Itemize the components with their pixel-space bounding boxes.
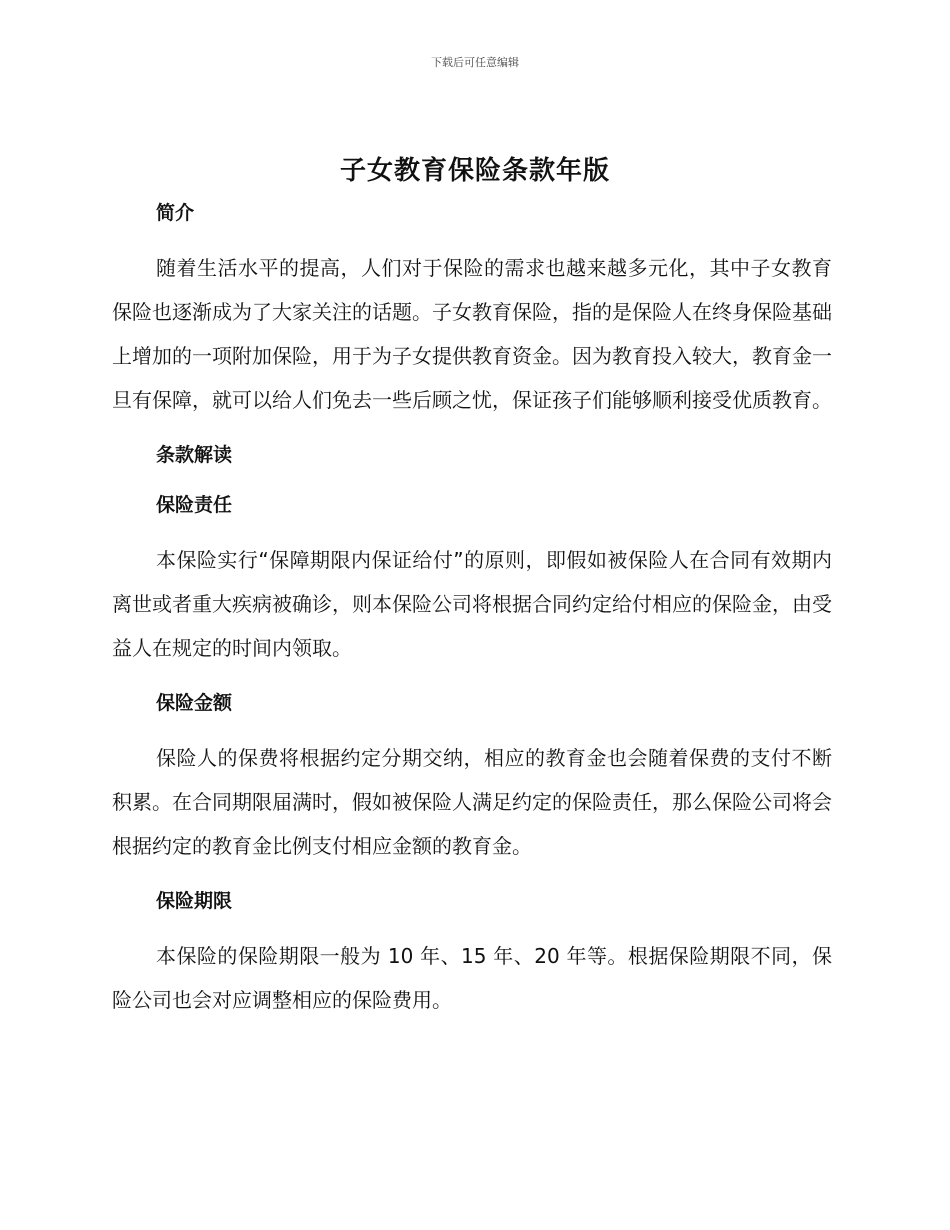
section-clause-interpretation xyxy=(112,438,832,488)
section-paragraph: 保险人的保费将根据约定分期交纳，相应的教育金也会随着保费的支付不断积累。在合同期限届满时，假如被保险人满足约定的保险责任，那么保险公司将会根据约定的教育金比例支付相应金额的教育金。 xyxy=(112,746,832,858)
section-heading: 保险金额 xyxy=(156,692,233,714)
section-intro xyxy=(112,196,832,438)
section-insurance-liability xyxy=(112,488,832,686)
section-heading: 保险期限 xyxy=(156,890,233,912)
document-title: 子女教育保险条款年版 xyxy=(339,156,610,186)
section-heading: 条款解读 xyxy=(156,444,233,466)
section-heading: 保险责任 xyxy=(156,494,233,516)
document-body xyxy=(112,196,832,1022)
page-header-note: 下载后可任意编辑 xyxy=(431,56,519,69)
section-paragraph: 本保险实行“保障期限内保证给付”的原则，即假如被保险人在合同有效期内离世或者重大疾病被确诊，则本保险公司将根据合同约定给付相应的保险金，由受益人在规定的时间内领取。 xyxy=(112,548,832,660)
section-paragraph: 本保险的保险期限一般为 10 年、15 年、20 年等。根据保险期限不同，保险公司也会对应调整相应的保险费用。 xyxy=(112,944,832,1012)
section-heading: 简介 xyxy=(156,202,195,224)
section-paragraph: 随着生活水平的提高，人们对于保险的需求也越来越多元化，其中子女教育保险也逐渐成为了大家关注的话题。子女教育保险，指的是保险人在终身保险基础上增加的一项附加保险，用于为子女提供教育资金。因为教育投入较大，教育金一旦有保障，就可以给人们免去一些后顾之忧，保证孩子们能够顺利接受优质教育。 xyxy=(112,256,832,412)
section-insured-amount xyxy=(112,686,832,884)
section-insurance-term xyxy=(112,884,832,1022)
